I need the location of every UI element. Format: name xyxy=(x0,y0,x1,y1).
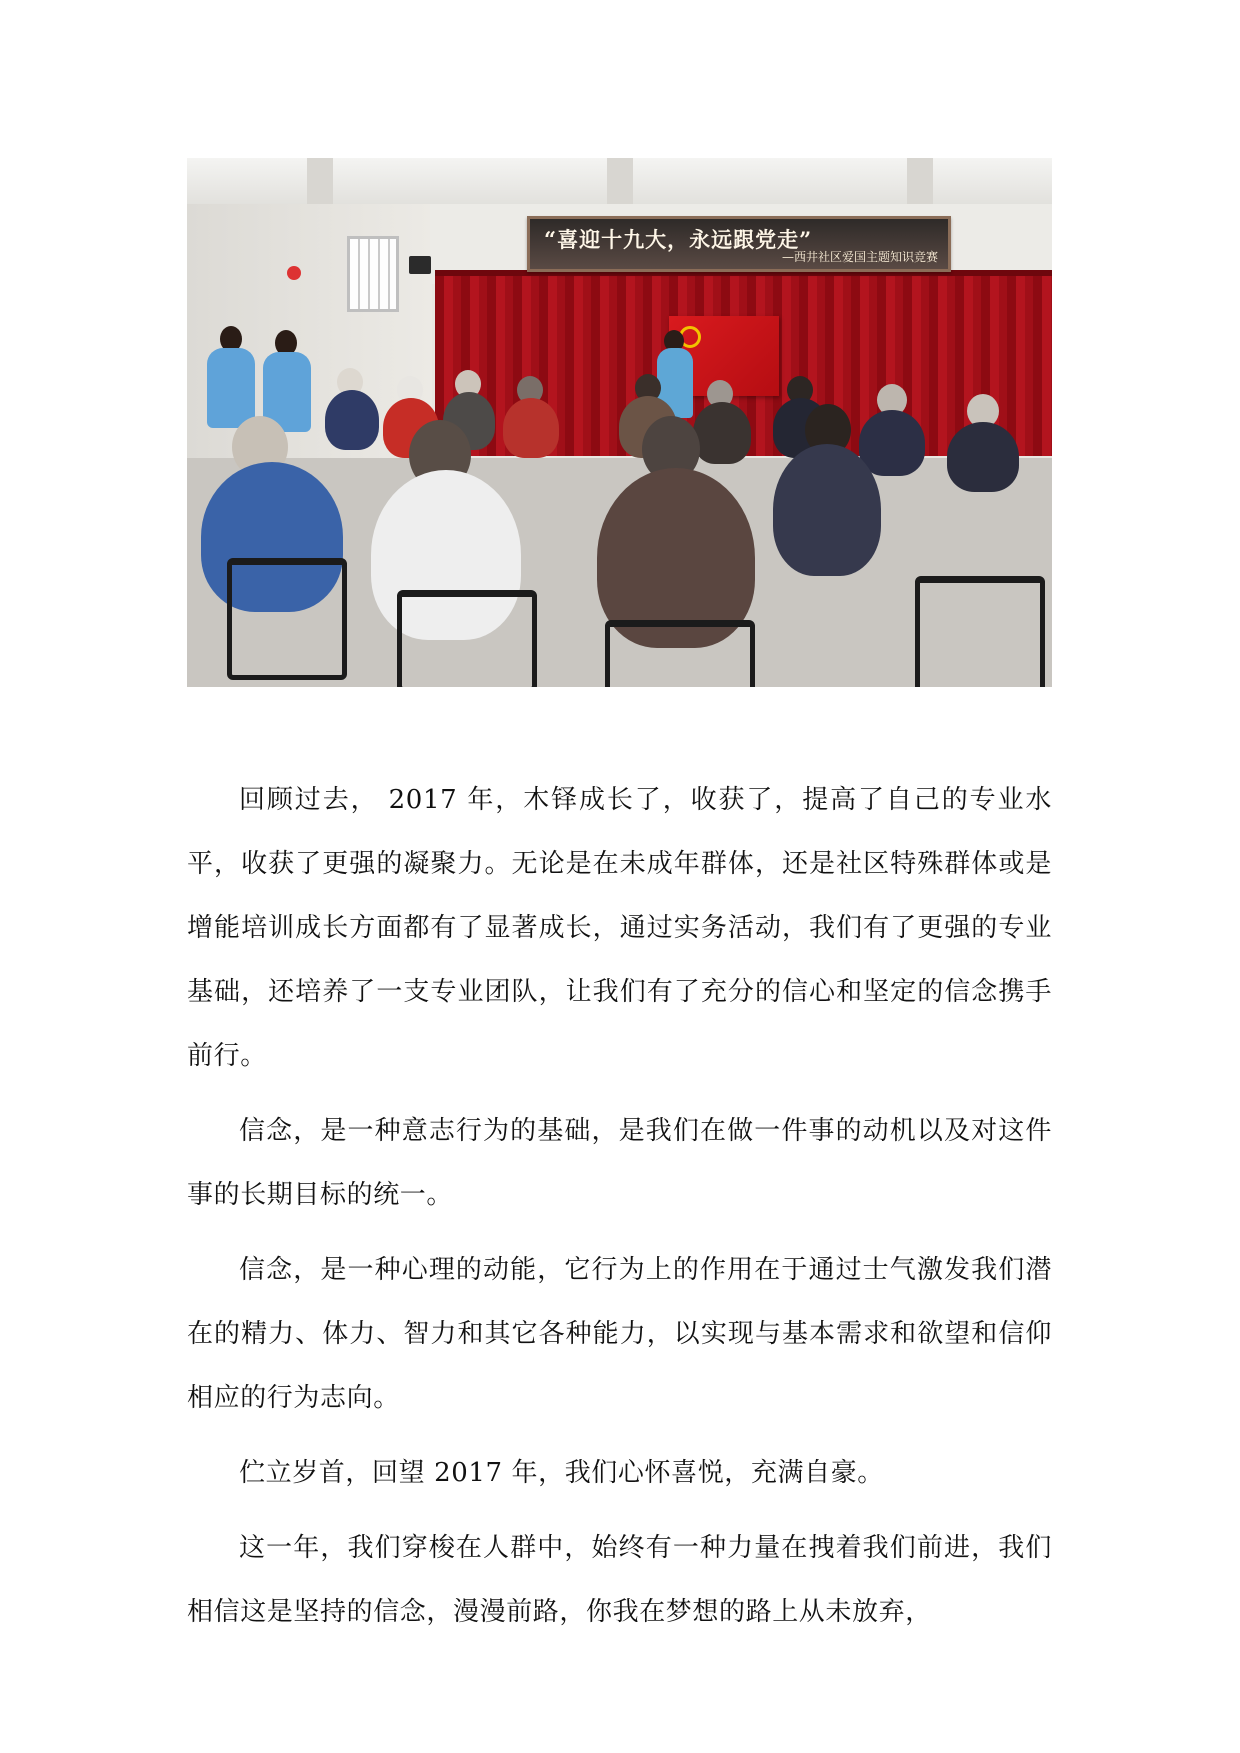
paragraph: 信念，是一种心理的动能，它行为上的作用在于通过士气激发我们潜在的精力、体力、智力和其它各种能力，以实现与基本需求和欲望和信仰相应的行为志向。 xyxy=(187,1255,1052,1413)
chair xyxy=(605,620,755,687)
event-banner xyxy=(527,216,951,272)
ceiling xyxy=(187,158,1052,206)
banner-title: “喜迎十九大，永远跟党走” xyxy=(544,227,813,252)
volunteer xyxy=(207,348,255,428)
paragraph: 伫立岁首，回望 2017 年，我们心怀喜悦，充满自豪。 xyxy=(239,1458,884,1488)
chair xyxy=(915,576,1045,687)
banner-subtitle: —西井社区爱国主题知识竞赛 xyxy=(781,250,938,264)
event-photo xyxy=(187,158,1052,687)
chair xyxy=(397,590,537,687)
window xyxy=(347,236,399,312)
chair xyxy=(227,558,347,680)
speaker xyxy=(409,256,431,274)
paragraph: 信念，是一种意志行为的基础，是我们在做一件事的动机以及对这件事的长期目标的统一。 xyxy=(187,1116,1052,1210)
paragraph: 这一年，我们穿梭在人群中，始终有一种力量在拽着我们前进，我们相信这是坚持的信念，漫漫前路，你我在梦想的路上从未放弃， xyxy=(187,1533,1052,1627)
paragraph: 回顾过去， 2017 年，木铎成长了，收获了，提高了自己的专业水平，收获了更强的凝聚力。无论是在未成年群体，还是社区特殊群体或是增能培训成长方面都有了显著成长，通过实务活动，我们有了更强的专业基础，还培养了一支专业团队，让我们有了充分的信心和坚定的信念携手前行。 xyxy=(187,785,1052,1071)
document-body xyxy=(187,768,1052,1655)
fire-alarm xyxy=(287,266,301,280)
